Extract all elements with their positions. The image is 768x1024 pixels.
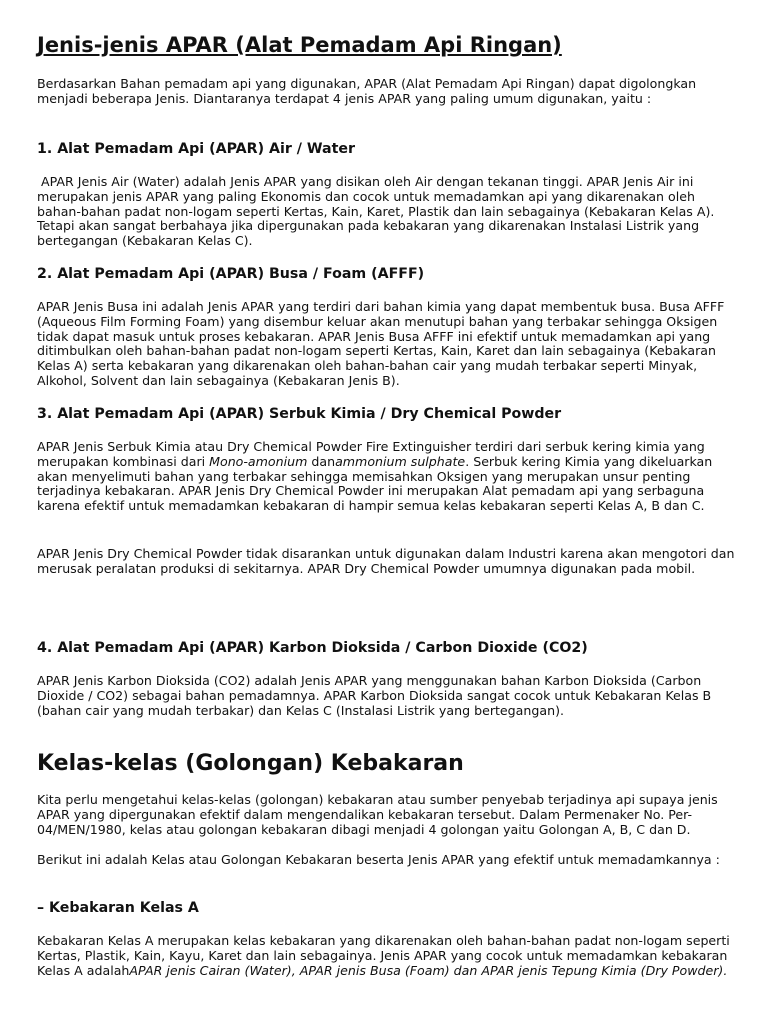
section-3-body-part-c: . Serbuk kering Kimia yang dikeluarkan akan menyelimuti bahan yang terbakar sehingga memisahkan Oksigen yang merupakan unsur penting terjadinya kebakaran. APAR Jenis Dry Chemical Powder ini merupakan Alat pemadam api yang serbaguna karena efektif untuk memadamkan kebakaran di hampir semua kelas kebakaran seperti Kelas A, B dan C. [37,453,713,514]
classes-heading: Kelas-kelas (Golongan) Kebakaran [37,751,464,776]
section-4-heading: 4. Alat Pemadam Api (APAR) Karbon Dioksida / Carbon Dioxide (CO2) [37,640,588,656]
section-3-body-italic-2: ammonium sulphate [335,453,466,469]
class-a-heading: – Kebakaran Kelas A [37,900,199,916]
section-2-heading: 2. Alat Pemadam Api (APAR) Busa / Foam (AFFF) [37,266,425,282]
section-4-body: APAR Jenis Karbon Dioksida (CO2) adalah Jenis APAR yang menggunakan bahan Karbon Dioksida (Carbon Dioxide / CO2) sebagai bahan pemadamnya. APAR Karbon Dioksida sangat cocok untuk Kebakaran Kelas B (bahan cair yang mudah terbakar) dan Kelas C (Instalasi Listrik yang bertegangan). [37,673,712,718]
section-2-body: APAR Jenis Busa ini adalah Jenis APAR yang terdiri dari bahan kimia yang dapat membentuk busa. Busa AFFF (Aqueous Film Forming Foam) yang disembur keluar akan menutupi bahan yang terbakar sehingga Oksigen tidak dapat masuk untuk proses kebakaran. APAR Jenis Busa AFFF ini efektif untuk memadamkan api yang ditimbulkan oleh bahan-bahan padat non-logam seperti Kertas, Kain, Karet dan lain sebagainya (Kebakaran Kelas A) serta kebakaran yang dikarenakan oleh bahan-bahan cair yang mudah terbakar seperti Minyak, Alkohol, Solvent dan lain sebagainya (Kebakaran Jenis B). [37,299,725,388]
section-3-body [37,440,737,514]
section-3-body-italic-1: Mono-amonium [209,453,308,469]
section-3-body-part-b: dan [307,453,336,469]
section-1-body: APAR Jenis Air (Water) adalah Jenis APAR yang disikan oleh Air dengan tekanan tinggi. APAR Jenis Air ini merupakan jenis APAR yang paling Ekonomis dan cocok untuk memadamkan api yang dikarenakan oleh bahan-bahan padat non-logam seperti Kertas, Kain, Karet, Plastik dan lain sebagainya (Kebakaran Kelas A). Tetapi akan sangat berbahaya jika dipergunakan pada kebakaran yang dikarenakan Instalasi Listrik yang bertegangan (Kebakaran Kelas C). [37,174,719,249]
class-a-body-text: Kebakaran Kelas A merupakan kelas kebakaran yang dikarenakan oleh bahan-bahan padat non-logam seperti Kertas, Plastik, Kain, Kayu, Karet dan lain sebagainya. Jenis APAR yang cocok untuk memadamkan kebakaran Kelas A adalah [37,933,730,978]
section-3-body-2: APAR Jenis Dry Chemical Powder tidak disarankan untuk digunakan dalam Industri karena akan mengotori dan merusak peralatan produksi di sekitarnya. APAR Dry Chemical Powder umumnya digunakan pada mobil. [37,546,735,576]
class-a-body-italic: APAR jenis Cairan (Water), APAR jenis Busa (Foam) dan APAR jenis Tepung Kimia (Dry Powder). [129,962,728,978]
section-3-heading: 3. Alat Pemadam Api (APAR) Serbuk Kimia / Dry Chemical Powder [37,406,562,422]
classes-intro-2: Berikut ini adalah Kelas atau Golongan Kebakaran beserta Jenis APAR yang efektif untuk memadamkannya : [37,852,720,867]
section-3-body-part-a: APAR Jenis Serbuk Kimia atau Dry Chemical Powder Fire Extinguisher terdiri dari serbuk kering kimia yang merupakan kombinasi dari [37,439,705,469]
classes-intro-1: Kita perlu mengetahui kelas-kelas (golongan) kebakaran atau sumber penyebab terjadinya api supaya jenis APAR yang dipergunakan efektif dalam mengendalikan kebakaran tersebut. Dalam Permenaker No. Per-04/MEN/1980, kelas atau golongan kebakaran dibagi menjadi 4 golongan yaitu Golongan A, B, C dan D. [37,792,718,837]
section-1-heading: 1. Alat Pemadam Api (APAR) Air / Water [37,141,356,157]
intro-paragraph: Berdasarkan Bahan pemadam api yang digunakan, APAR (Alat Pemadam Api Ringan) dapat digolongkan menjadi beberapa Jenis. Diantaranya terdapat 4 jenis APAR yang paling umum digunakan, yaitu : [37,76,697,106]
page-title: Jenis-jenis APAR (Alat Pemadam Api Ringan) [37,33,562,57]
class-a-body [37,934,737,978]
